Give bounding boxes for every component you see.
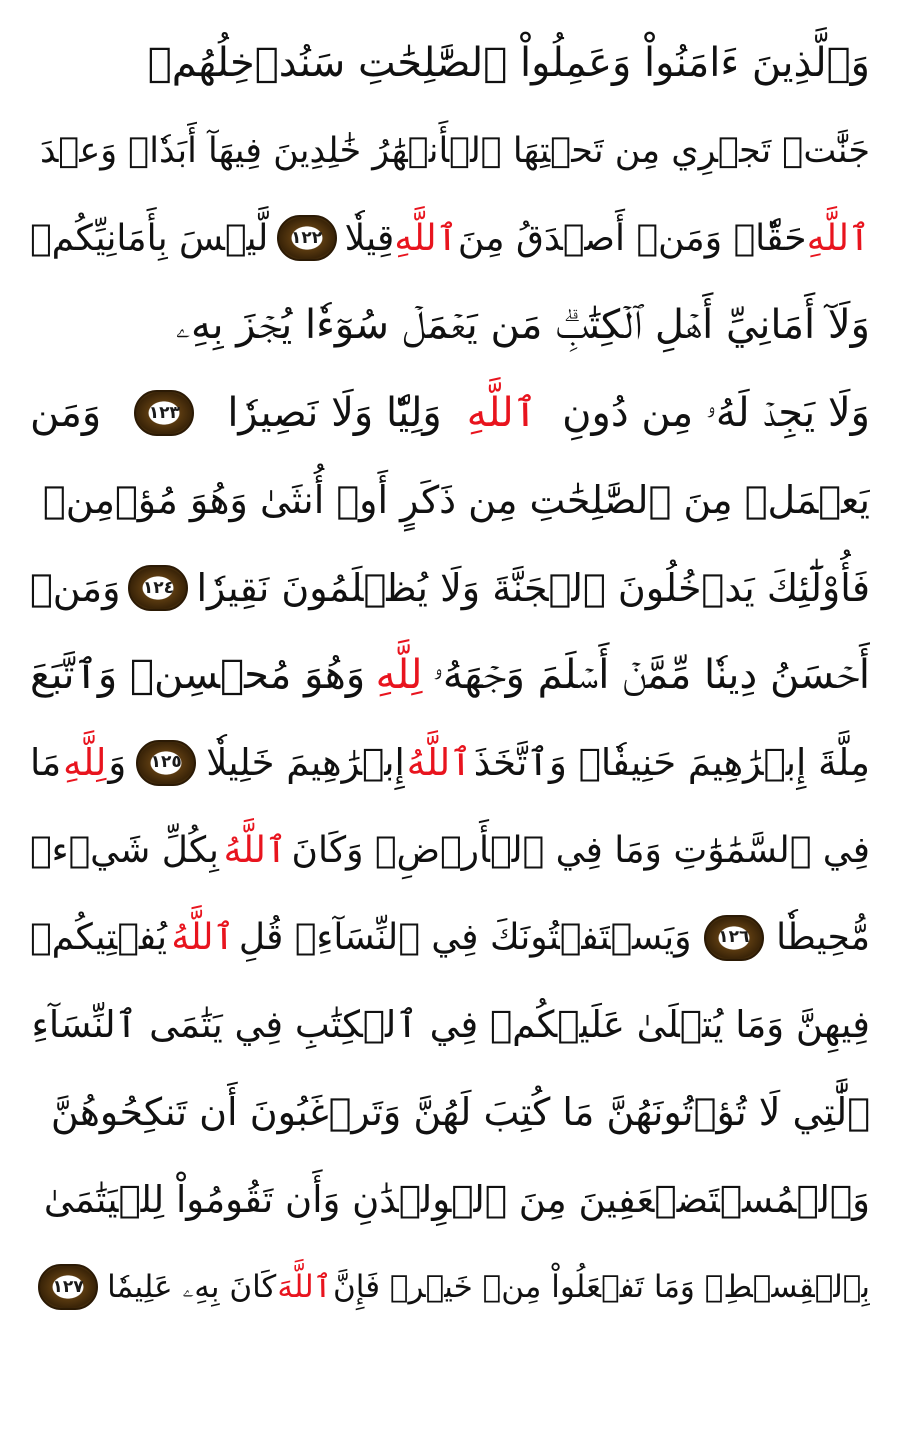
verse-line [30,807,870,894]
verse-text: وَلَا يَجِدۡ لَهُۥ مِن دُونِ [562,389,870,436]
verse-line [30,195,870,282]
verse-line [30,1156,870,1243]
verse-line [30,894,870,981]
verse-text: كَانَ بِهِۦ عَلِيمٗا [107,1268,277,1305]
verse-text: فَأُوْلَٰٓئِكَ يَدۡخُلُونَ ٱلۡجَنَّةَ وَلَا يُظۡلَمُونَ نَقِيرٗا [196,565,870,610]
verse-text: يُفۡتِيكُمۡ [30,917,168,959]
divine-name-text: ٱللَّهِ [394,217,458,259]
mushaf-page [30,20,870,1420]
verse-text: لَّيۡسَ بِأَمَانِيِّكُمۡ [30,217,269,259]
verse-text: أَحۡسَنُ دِينٗا مِّمَّنۡ أَسۡلَمَ وَجۡهَهُۥ [432,651,870,698]
ayah-number: ١٢٣ [148,402,180,423]
verse-line [30,107,870,194]
verse-text: جَنَّٰتٖ تَجۡرِي مِن تَحۡتِهَا ٱلۡأَنۡهَٰرُ خَٰلِدِينَ فِيهَآ أَبَدٗاۖ وَعۡدَ [39,130,870,171]
divine-name-text: ٱللَّهُ [406,741,472,785]
verse-text: وَ [108,741,127,785]
verse-text: فِي ٱلسَّمَٰوَٰتِ وَمَا فِي ٱلۡأَرۡضِۚ وَكَانَ [291,829,870,871]
verse-text: حَقّٗاۚ وَمَنۡ أَصۡدَقُ مِنَ [457,217,807,259]
ayah-number-marker [38,1264,98,1310]
verse-text: مُّحِيطٗا [776,917,870,959]
ayah-number-marker [134,390,194,436]
divine-name-text: ٱللَّهِ [466,389,538,436]
divine-name-text: ٱللَّهُ [171,917,235,959]
verse-line [30,457,870,544]
ayah-number-marker [136,740,196,786]
verse-text: وَٱلَّذِينَ ءَامَنُواْ وَعَمِلُواْ ٱلصَّٰلِحَٰتِ سَنُدۡخِلُهُمۡ [147,40,870,87]
divine-name-text: لِلَّهِ [375,651,423,698]
ayah-number: ١٢٢ [290,227,323,248]
verse-line [30,1069,870,1156]
verse-line [30,544,870,631]
ayah-number-marker [704,915,764,961]
verse-line [30,20,870,107]
divine-name-text: ٱللَّهَ [277,1268,332,1305]
ayah-number: ١٢٦ [718,927,750,948]
verse-text: وَلِيّٗا وَلَا نَصِيرٗا [227,389,442,436]
ayah-number: ١٢٥ [150,752,182,773]
divine-name-text: لِلَّهِ [63,741,107,785]
verse-text: قِيلٗا [344,217,395,259]
ayah-number: ١٢٤ [142,577,175,598]
verse-text: وَهُوَ مُحۡسِنٞ وَٱتَّبَعَ [30,651,366,698]
ayah-number: ١٢٧ [52,1276,84,1297]
ayah-number-marker [128,565,188,611]
verse-text: وَمَن [30,389,102,436]
verse-text: مِلَّةَ إِبۡرَٰهِيمَ حَنِيفٗاۗ وَٱتَّخَذَ [473,741,870,785]
verse-text: وَمَنۡ [30,565,121,610]
verse-text: يَعۡمَلۡ مِنَ ٱلصَّٰلِحَٰتِ مِن ذَكَرٍ أَوۡ أُنثَىٰ وَهُوَ مُؤۡمِنٞ [42,478,870,523]
verse-text: ٱلَّٰتِي لَا تُؤۡتُونَهُنَّ مَا كُتِبَ لَهُنَّ وَتَرۡغَبُونَ أَن تَنكِحُوهُنَّ [50,1089,870,1134]
verse-text: مَا [30,741,62,785]
verse-line [30,282,870,369]
verse-text: إِبۡرَٰهِيمَ خَلِيلٗا [206,741,405,785]
verse-line [30,981,870,1068]
verse-line [30,1243,870,1330]
ayah-number-marker [277,215,337,261]
verse-text: وَيَسۡتَفۡتُونَكَ فِي ٱلنِّسَآءِۖ قُلِ [238,917,692,959]
divine-name-text: ٱللَّهِ [806,217,870,259]
verse-line [30,632,870,719]
verse-text: بِٱلۡقِسۡطِۚ وَمَا تَفۡعَلُواْ مِنۡ خَيۡرٖ فَإِنَّ [333,1268,870,1305]
verse-text: فِيهِنَّ وَمَا يُتۡلَىٰ عَلَيۡكُمۡ فِي ٱلۡكِتَٰبِ فِي يَتَٰمَى ٱلنِّسَآءِ [31,1003,870,1047]
verse-text: وَلَآ أَمَانِيِّ أَهۡلِ ٱلۡكِتَٰبِۗ مَن يَعۡمَلۡ سُوٓءٗا يُجۡزَ بِهِۦ [175,302,870,349]
verse-text: بِكُلِّ شَيۡءٖ [30,829,219,871]
verse-text: وَٱلۡمُسۡتَضۡعَفِينَ مِنَ ٱلۡوِلۡدَٰنِ وَأَن تَقُومُواْ لِلۡيَتَٰمَىٰ [43,1178,870,1222]
divine-name-text: ٱللَّهُ [223,829,287,871]
verse-line [30,370,870,457]
verse-line [30,719,870,806]
